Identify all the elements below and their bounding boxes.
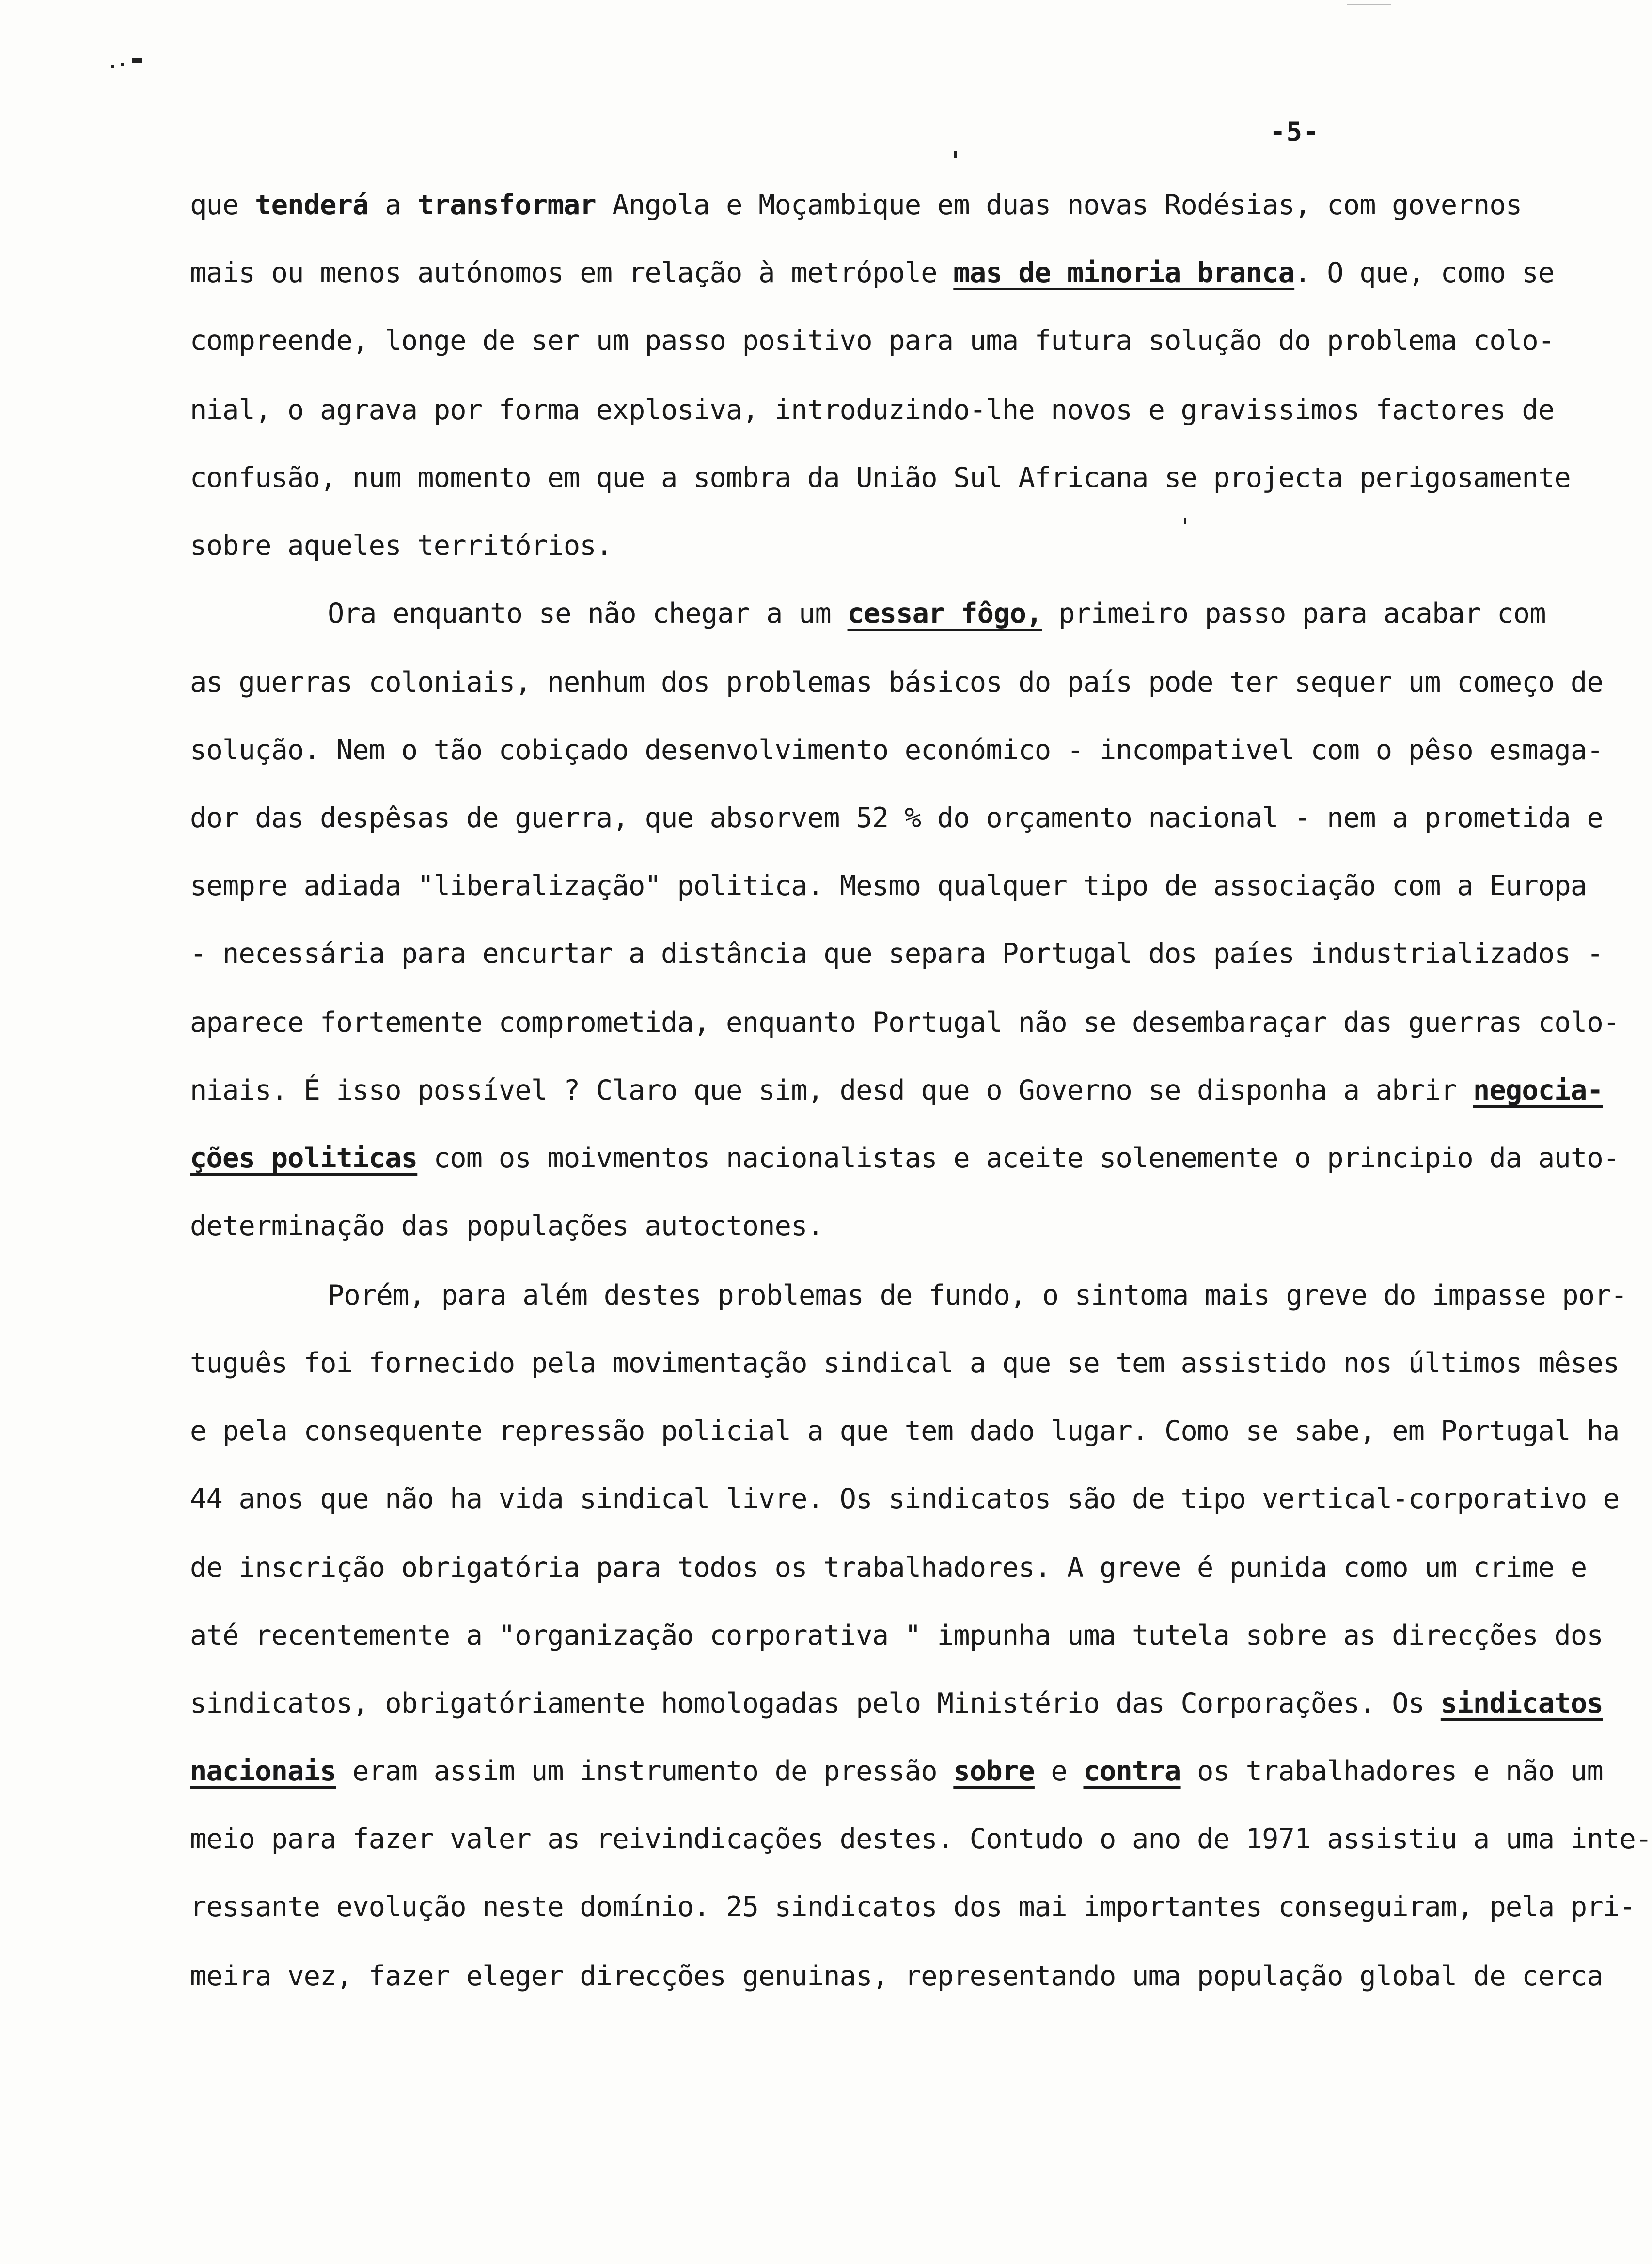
- underlined-phrase: negocia-: [1473, 1074, 1603, 1106]
- text-segment: dor das despêsas de guerra, que absorvem 52 % do orçamento nacional - nem a prometida e: [190, 802, 1603, 834]
- scan-speck: [954, 151, 957, 158]
- text-line: [190, 1888, 1636, 1925]
- text-line: [190, 664, 1603, 701]
- underlined-phrase: ções politicas: [190, 1142, 418, 1174]
- text-segment: com os moivmentos nacionalistas e aceite solenemente o principio da auto-: [417, 1142, 1620, 1174]
- text-line: [328, 1277, 1627, 1314]
- text-segment: tuguês foi fornecido pela movimentação sindical a que se tem assistido nos últimos mêses: [190, 1347, 1620, 1379]
- text-line: [190, 1685, 1603, 1722]
- text-segment: e: [1034, 1755, 1084, 1787]
- text-segment: determinação das populações autoctones.: [190, 1210, 824, 1242]
- text-segment: 44 anos que não ha vida sindical livre. Os sindicatos são de tipo vertical-corporativo e: [190, 1483, 1620, 1515]
- text-segment: eram assim um instrumento de pressão: [336, 1755, 954, 1787]
- text-segment: confusão, num momento em que a sombra da União Sul Africana se projecta perigosamente: [190, 462, 1571, 494]
- text-line: [190, 1208, 1513, 1244]
- text-segment: niais. É isso possível ? Claro que sim, desd que o Governo se disponha a abrir: [190, 1074, 1473, 1106]
- text-line: [190, 867, 1587, 904]
- text-segment: . O que, como se: [1294, 257, 1555, 289]
- text-line: [190, 187, 1522, 223]
- text-segment: sobre aqueles territórios.: [190, 530, 613, 562]
- text-line: [190, 800, 1603, 836]
- text-line: [190, 1480, 1620, 1517]
- text-segment: primeiro passo para acabar com: [1042, 597, 1546, 629]
- page-number: -5-: [1270, 116, 1320, 147]
- text-segment: meio para fazer valer as reivindicações destes. Contudo o ano de 1971 assistiu a uma inte-: [190, 1823, 1652, 1855]
- text-segment: os trabalhadores e não um: [1180, 1755, 1604, 1787]
- underlined-phrase: contra: [1083, 1755, 1181, 1787]
- text-line: [190, 1140, 1620, 1177]
- text-line: [190, 1617, 1603, 1654]
- underlined-phrase: sobre: [953, 1755, 1035, 1787]
- text-line: [190, 254, 1555, 291]
- text-line: [190, 1345, 1620, 1382]
- text-line: [190, 527, 1513, 564]
- text-line: [190, 322, 1555, 359]
- text-segment: até recentemente a "organização corporativa " impunha uma tutela sobre as direcções dos: [190, 1619, 1603, 1651]
- text-line: [328, 595, 1546, 632]
- text-line: [190, 1958, 1603, 1995]
- text-line: [190, 1549, 1587, 1586]
- text-line: [190, 392, 1555, 428]
- text-segment: compreende, longe de ser um passo positivo para uma futura solução do problema colo-: [190, 325, 1555, 357]
- text-segment: nial, o agrava por forma explosiva, introduzindo-lhe novos e gravissimos factores de: [190, 394, 1555, 426]
- scan-speck: [111, 65, 114, 68]
- text-line: [190, 935, 1603, 972]
- text-line: [190, 1072, 1603, 1109]
- text-segment: aparece fortemente comprometida, enquanto Portugal não se desembaraçar das guerras colo-: [190, 1006, 1620, 1038]
- text-segment: e pela consequente repressão policial a que tem dado lugar. Como se sabe, em Portugal ha: [190, 1415, 1620, 1447]
- text-segment: meira vez, fazer eleger direcções genuinas, representando uma população global de cerca: [190, 1960, 1603, 1992]
- text-line: [190, 1753, 1604, 1790]
- text-segment: sempre adiada "liberalização" politica. Mesmo qualquer tipo de associação com a Europa: [190, 870, 1587, 902]
- text-segment: Angola e Moçambique em duas novas Rodésias, com governos: [596, 189, 1522, 221]
- text-segment: mais ou menos autónomos em relação à metrópole: [190, 257, 954, 289]
- text-segment: de inscrição obrigatória para todos os trabalhadores. A greve é punida como um crime e: [190, 1552, 1587, 1584]
- text-segment: a: [368, 189, 418, 221]
- text-segment: Porém, para além destes problemas de fundo, o sintoma mais greve do impasse por-: [328, 1279, 1627, 1311]
- underlined-phrase: nacionais: [190, 1755, 336, 1787]
- scan-speck: [121, 63, 124, 66]
- text-segment: transformar: [417, 189, 596, 221]
- text-segment: - necessária para encurtar a distância que separa Portugal dos paíes industrializados -: [190, 938, 1603, 970]
- text-line: [190, 459, 1571, 496]
- scan-edge-line: [1347, 4, 1391, 5]
- text-segment: ressante evolução neste domínio. 25 sindicatos dos mai importantes conseguiram, pela pri-: [190, 1891, 1636, 1923]
- text-segment: sindicatos, obrigatóriamente homologadas pelo Ministério das Corporações. Os: [190, 1687, 1441, 1719]
- text-segment: as guerras coloniais, nenhum dos problemas básicos do país pode ter sequer um começo de: [190, 666, 1603, 698]
- scan-speck: [1184, 518, 1186, 524]
- text-line: [190, 732, 1603, 769]
- text-line: [190, 1413, 1620, 1449]
- underlined-phrase: sindicatos: [1440, 1687, 1603, 1719]
- text-segment: tenderá: [255, 189, 369, 221]
- text-segment: Ora enquanto se não chegar a um: [328, 597, 848, 629]
- underlined-phrase: mas de minoria branca: [953, 257, 1295, 289]
- text-line: [190, 1821, 1652, 1857]
- scan-speck: [132, 58, 142, 63]
- text-line: [190, 1004, 1620, 1041]
- text-segment: que: [190, 189, 255, 221]
- underlined-phrase: cessar fôgo,: [847, 597, 1042, 629]
- text-segment: solução. Nem o tão cobiçado desenvolvimento económico - incompativel com o pêso esmaga-: [190, 734, 1603, 766]
